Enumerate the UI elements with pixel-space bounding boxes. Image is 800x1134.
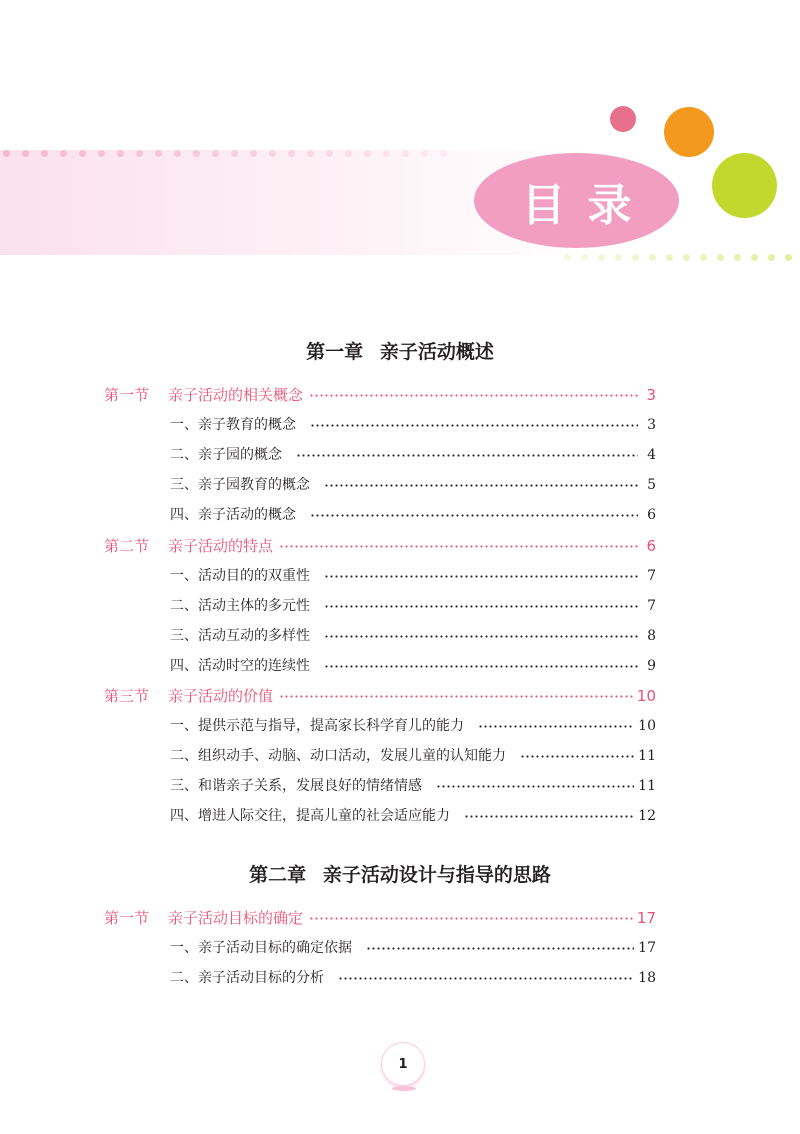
dot-leader <box>309 394 638 397</box>
page-number: 17 <box>638 940 656 956</box>
dot-leader <box>324 575 638 578</box>
toc-item-entry[interactable] <box>170 414 656 436</box>
chapter-title: 亲子活动设计与指导的思路 <box>322 864 551 886</box>
page-number: 18 <box>638 970 656 986</box>
decorative-dot <box>307 150 314 157</box>
toc-item-entry[interactable] <box>170 745 656 767</box>
item-title: 一、提供示范与指导，提高家长科学育儿的能力 <box>170 718 464 734</box>
item-title: 三、亲子园教育的概念 <box>170 477 310 493</box>
dot-leader <box>296 454 638 457</box>
decorative-dot <box>79 150 86 157</box>
orange-circle <box>664 107 714 157</box>
decorative-dot <box>345 150 352 157</box>
page-number-badge <box>382 1043 424 1085</box>
page-number: 5 <box>647 477 656 493</box>
decorative-dot <box>785 254 792 261</box>
page-number: 9 <box>647 658 656 674</box>
toc-item-entry[interactable] <box>170 655 656 677</box>
dot-leader <box>324 484 638 487</box>
item-title: 四、增进人际交往，提高儿童的社会适应能力 <box>170 808 450 824</box>
decorative-dot <box>683 254 690 261</box>
decorative-dot <box>364 150 371 157</box>
decorative-dot <box>60 150 67 157</box>
decorative-dot <box>666 254 673 261</box>
section-number: 第三节 <box>104 687 150 705</box>
dot-leader <box>310 424 638 427</box>
item-title: 二、亲子园的概念 <box>170 447 282 463</box>
dot-leader <box>324 605 638 608</box>
toc-item-entry[interactable] <box>170 625 656 647</box>
decorative-dot <box>269 150 276 157</box>
decorative-dot <box>155 150 162 157</box>
decorative-dot <box>22 150 29 157</box>
decorative-dot <box>581 254 588 261</box>
toc-section-entry[interactable] <box>104 384 656 406</box>
dot-leader <box>324 635 638 638</box>
page-number: 11 <box>638 748 656 764</box>
page-number: 10 <box>636 687 656 705</box>
green-circle <box>712 153 777 218</box>
page-number: 8 <box>647 628 656 644</box>
decorative-dot <box>136 150 143 157</box>
toc-item-entry[interactable] <box>170 805 656 827</box>
decorative-dot <box>41 150 48 157</box>
decorative-dot <box>326 150 333 157</box>
decorative-dot <box>700 254 707 261</box>
page-number: 11 <box>638 778 656 794</box>
toc-item-entry[interactable] <box>170 504 656 526</box>
page-number: 3 <box>647 417 656 433</box>
item-title: 一、亲子教育的概念 <box>170 417 296 433</box>
toc-section-entry[interactable] <box>104 907 656 929</box>
section-title: 亲子活动的特点 <box>168 537 274 555</box>
dot-leader <box>310 514 638 517</box>
dot-leader <box>478 725 634 728</box>
toc-item-entry[interactable] <box>170 565 656 587</box>
page-number: 3 <box>646 386 656 404</box>
item-title: 四、活动时空的连续性 <box>170 658 310 674</box>
item-title: 二、组织动手、动脑、动口活动，发展儿童的认知能力 <box>170 748 506 764</box>
chapter-title: 亲子活动概述 <box>379 341 494 363</box>
item-title: 一、亲子活动目标的确定依据 <box>170 940 352 956</box>
toc-item-entry[interactable] <box>170 775 656 797</box>
decorative-dot <box>288 150 295 157</box>
footer-page-number: 1 <box>398 1056 408 1072</box>
page-badge-shadow <box>392 1086 416 1091</box>
decorative-dot <box>598 254 605 261</box>
section-title: 亲子活动的相关概念 <box>168 386 304 404</box>
decorative-dot <box>3 150 10 157</box>
decorative-dot <box>632 254 639 261</box>
item-title: 二、亲子活动目标的分析 <box>170 970 324 986</box>
dot-leader <box>436 785 634 788</box>
decorative-dot <box>768 254 775 261</box>
decorative-dot <box>564 254 571 261</box>
item-title: 三、活动互动的多样性 <box>170 628 310 644</box>
toc-item-entry[interactable] <box>170 967 656 989</box>
toc-item-entry[interactable] <box>170 715 656 737</box>
decorative-dot <box>734 254 741 261</box>
item-title: 三、和谐亲子关系，发展良好的情绪情感 <box>170 778 422 794</box>
dot-leader <box>338 977 634 980</box>
toc-item-entry[interactable] <box>170 595 656 617</box>
item-title: 四、亲子活动的概念 <box>170 507 296 523</box>
section-title: 亲子活动的价值 <box>168 687 274 705</box>
header-band <box>0 150 800 255</box>
page-number: 7 <box>647 598 656 614</box>
pink-circle <box>610 106 636 132</box>
decorative-dot <box>250 150 257 157</box>
section-number: 第二节 <box>104 537 150 555</box>
decorative-dot <box>402 150 409 157</box>
page-number: 7 <box>647 568 656 584</box>
decorative-dot <box>421 150 428 157</box>
decorative-dot <box>717 254 724 261</box>
page-number: 4 <box>647 447 656 463</box>
decorative-dot <box>615 254 622 261</box>
chapter-label: 第一章 <box>306 341 364 363</box>
toc-item-entry[interactable] <box>170 937 656 959</box>
decorative-dot <box>98 150 105 157</box>
dot-leader <box>309 917 633 920</box>
toc-section-entry[interactable] <box>104 535 656 557</box>
toc-item-entry[interactable] <box>170 444 656 466</box>
page-number: 6 <box>646 537 656 555</box>
section-number: 第一节 <box>104 386 150 404</box>
decorative-dot <box>440 150 447 157</box>
toc-item-entry[interactable] <box>170 474 656 496</box>
item-title: 二、活动主体的多元性 <box>170 598 310 614</box>
toc-section-entry[interactable] <box>104 685 656 707</box>
dot-leader <box>279 695 633 698</box>
section-title: 亲子活动目标的确定 <box>168 909 304 927</box>
decorative-dot <box>231 150 238 157</box>
header-banner <box>0 0 800 300</box>
decorative-dot <box>649 254 656 261</box>
item-title: 一、活动目的的双重性 <box>170 568 310 584</box>
chapter-heading <box>0 860 800 887</box>
decorative-dot <box>174 150 181 157</box>
page-number: 17 <box>636 909 656 927</box>
page-title: 目录 <box>521 179 654 231</box>
page-number: 12 <box>638 808 656 824</box>
dot-leader <box>520 755 634 758</box>
dot-leader <box>324 665 638 668</box>
dot-leader <box>366 947 634 950</box>
chapter-label: 第二章 <box>249 864 307 886</box>
decorative-dot <box>383 150 390 157</box>
section-number: 第一节 <box>104 909 150 927</box>
title-oval <box>474 153 679 248</box>
page-number: 10 <box>638 718 656 734</box>
dot-leader <box>279 545 638 548</box>
decorative-dot <box>751 254 758 261</box>
chapter-heading <box>0 337 800 364</box>
decorative-dot <box>212 150 219 157</box>
decorative-dot <box>193 150 200 157</box>
decorative-dot <box>117 150 124 157</box>
page-number: 6 <box>647 507 656 523</box>
dot-leader <box>464 815 634 818</box>
